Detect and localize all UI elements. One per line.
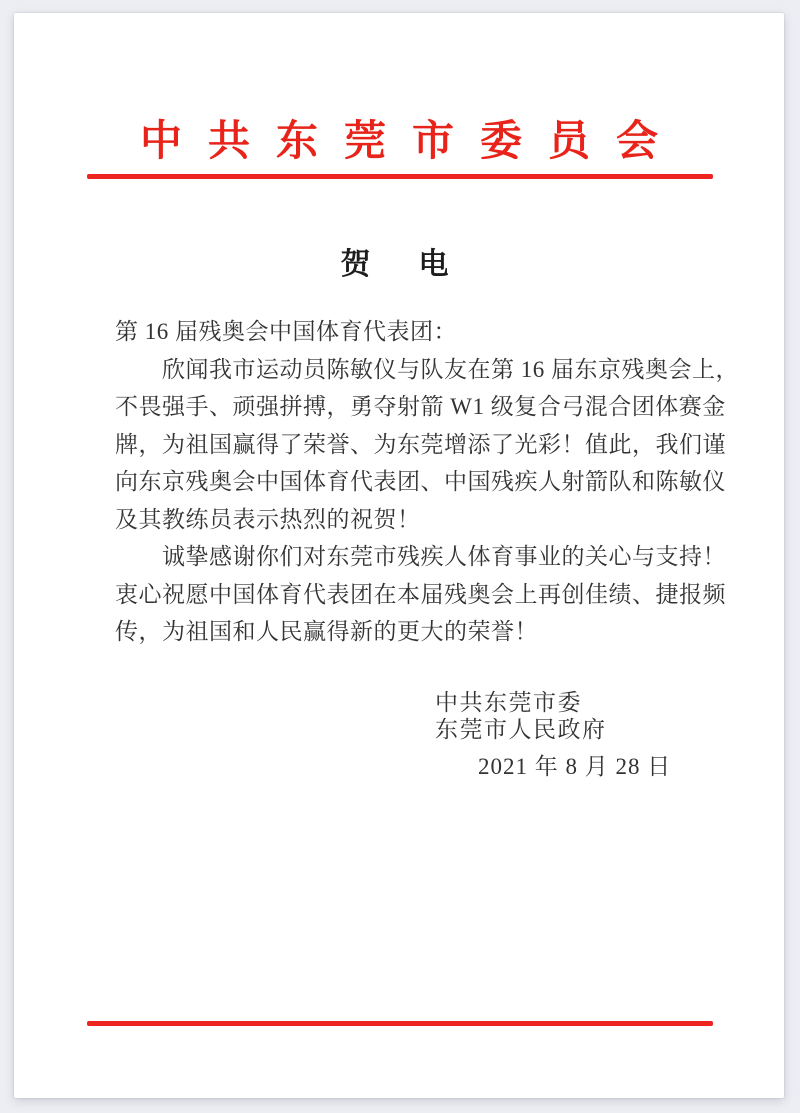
footer-rule xyxy=(87,1021,713,1026)
letterhead-org-name: 中共东莞市委员会 xyxy=(139,119,684,165)
body-line: 衷心祝愿中国体育代表团在本届残奥会上再创佳绩、捷报频 xyxy=(115,581,726,607)
body-line: 牌，为祖国赢得了荣誉、为东莞增添了光彩！值此，我们谨 xyxy=(115,431,726,457)
body-line: 向东京残奥会中国体育代表团、中国残疾人射箭队和陈敏仪 xyxy=(115,469,726,494)
signature-date: 2021 年 8 月 28 日 xyxy=(478,754,672,779)
body-line: 欣闻我市运动员陈敏仪与队友在第 16 届东京残奥会上， xyxy=(162,356,739,382)
body-line: 及其教练员表示热烈的祝贺！ xyxy=(115,506,421,532)
letterhead-rule xyxy=(87,174,713,179)
body-text xyxy=(115,313,739,651)
body-line: 不畏强手、顽强拼搏，勇夺射箭 W1 级复合弓混合团体赛金 xyxy=(115,394,726,419)
signature-org-1: 中共东莞市委 xyxy=(435,690,582,715)
body-line: 诚挚感谢你们对东莞市残疾人体育事业的关心与支持！ xyxy=(162,544,726,569)
body-line-salutation: 第 16 届残奥会中国体育代表团： xyxy=(115,319,457,344)
doc-title: 贺 电 xyxy=(340,248,458,281)
paper xyxy=(14,13,784,1098)
signature-org-2: 东莞市人民政府 xyxy=(435,717,607,742)
body-line: 传，为祖国和人民赢得新的更大的荣誉！ xyxy=(115,619,538,644)
